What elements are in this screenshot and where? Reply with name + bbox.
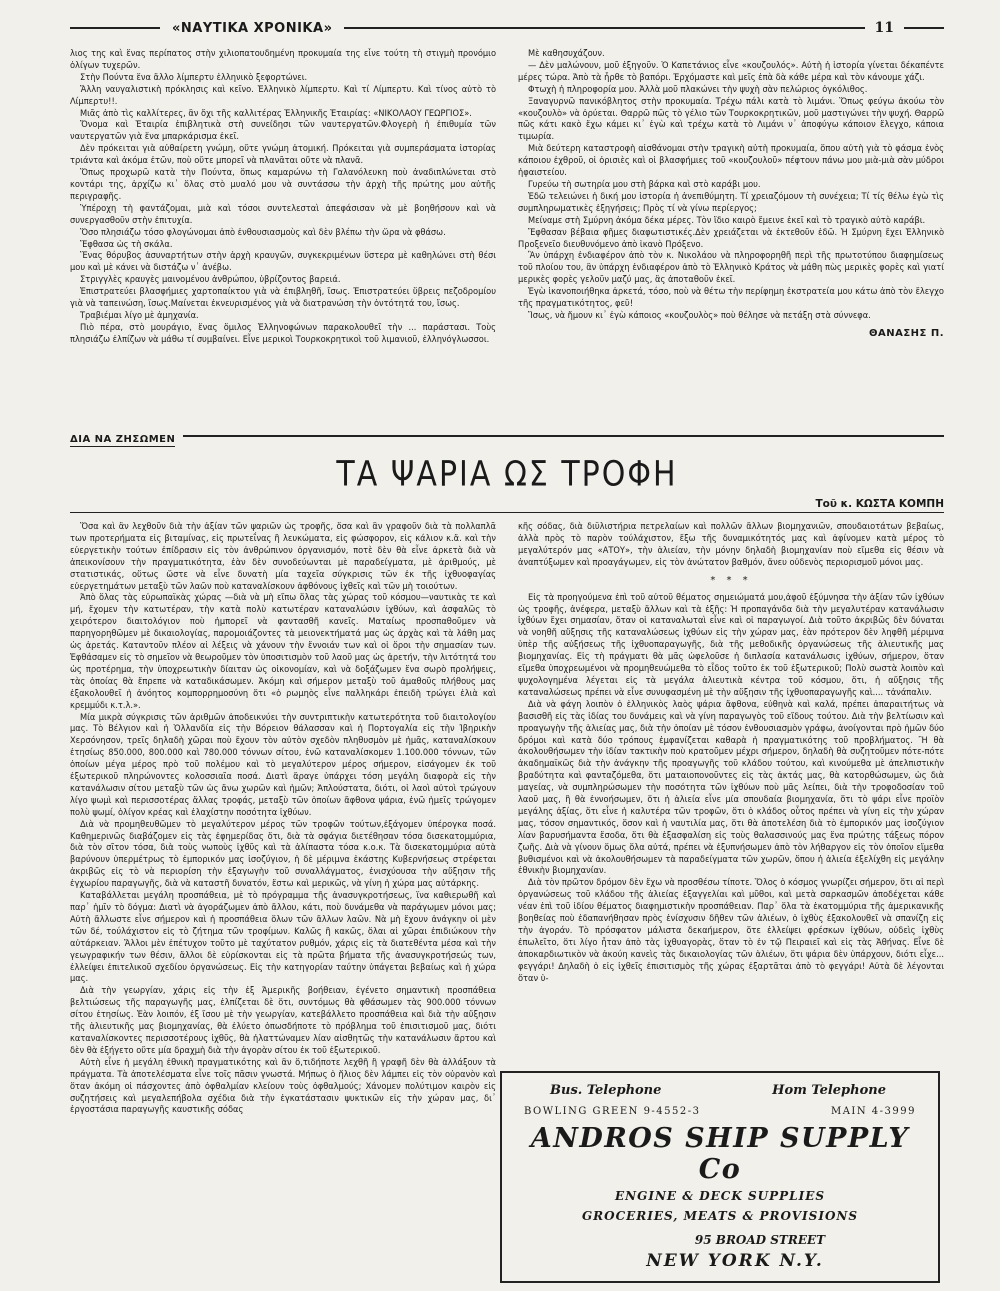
running-header [70, 14, 944, 42]
ad-home-phone: MAIN 4-3999 [830, 1106, 916, 1117]
advertisement-box [500, 1071, 940, 1283]
ad-provisions-line: GROCERIES, MEATS & PROVISIONS [581, 1209, 859, 1223]
section-label: ΔΙΑ ΝΑ ΖΗΣΩΜΕΝ [70, 434, 176, 445]
paragraph: Ἐπιστρατεύει βλασφήμιες χαρτοπαίκτου γιὰ νὰ ἐπιβληθῆ, ἴσως. Ἐπιστρατεύει ὕβρεις πεζοδρομίου γιὰ νὰ ταπεινώση, ἴσως.Μαίνεται ἐκνευρισμένος γιὰ νὰ διατρανώση τὴν ὀντότητά του, ἴσως. [70, 286, 496, 310]
continued-article [70, 48, 944, 430]
section-separator-stars: * * * [710, 574, 752, 586]
paragraph: Καταβάλλεται μεγάλη προσπάθεια, μὲ τὸ πρόγραμμα τῆς ἀνασυγκροτήσεως, ἵνα καθιερωθῆ καὶ παρ᾽ ἡμῖν τὸ δόγμα: Διατὶ νὰ ἀγοράζωμεν ἀπὸ ἄλλου, κάτι, ποὺ δυνάμεθα νὰ παράγωμεν μόνοι μας; Αὐτὴ ἄλλωστε εἶνε σήμερον καὶ ἡ προσπάθεια ὅλων τῶν ἄλλων λαῶν. Νὰ μὴ ἔχουν ἀνάγκην οἱ μὲν τῶν δέ, τούλάχιστον εἰς τὸ ζήτημα τῶν τροφίμων. Καλῶς ἢ κακῶς, ὅλαι αἱ χῶραι ἐπιδιώκουν τὴν αὐτάρκειαν. Ἄλλοι μὲν ἐπέτυχον τοῦτο μὲ ταχύτατον ρυθμόν, χάρις εἰς τὰ διατεθέντα μέσα καὶ τὴν γεωγραφικήν των θέσιν, ἄλλοι δὲ εὑρίσκονται εἰς τὰ πρῶτα βήματα τῆς ἀνασυγκροτήσεώς των, ἐλλείψει ἐπιτελικοῦ σχεδίου ὀργανώσεως. Εἰς τὴν κατηγορίαν ταύτην ὑπάγεται βεβαίως καὶ ἡ χώρα μας. [70, 890, 496, 985]
paragraph: — Δὲν μαλώνουν, μοῦ ἐξηγοῦν. Ὁ Καπετάνιος εἶνε «κουζουλός». Αὐτὴ ἡ ἱστορία γίνεται δέκαπέντε μέρες τώρα. Ἀπὸ τὰ ἦρθε τὸ βαπόρι. Ἐρχόμαστε καὶ μεῖς ἐπὰ δὰ κάθε μέρα καὶ τὸν κάνουμε χάζι. [518, 59, 944, 83]
paragraph: Διὰ νὰ φάγη λοιπὸν ὁ ἑλληνικὸς λαὸς ψάρια ἄφθονα, εὐθηνὰ καὶ καλά, πρέπει ἀπαραιτήτως νὰ βασισθῆ εἰς τὰς ἰδίας του δυνάμεις καὶ νὰ γίνη παραγωγὸς τοῦ εἴδους τούτου. Διὰ τὴν βελτίωσιν καὶ προαγωγὴν τῆς ἁλιείας μας, διὰ τὴν ὁποίαν μὲ τόσον ἐνθουσιασμὸν γράφω, ἀνοίγονται πρὸ ἡμῶν δύο δρόμοι καὶ κατὰ δύο τρόπους ἐμφανίζεται καθαρὰ ἡ πραγματικότης τοῦ προβλήματος. Ἢ θὰ ἀκολουθήσωμεν τὴν ἰδίαν τακτικὴν ποὺ κρατοῦμεν μέχρι σήμερον, δηλαδὴ θὰ συζητοῦμεν πότε-πότε ἀκαδημαϊκῶς διὰ τὴν ἀνάγκην τῆς προαγωγῆς τοῦ κλάδου τούτου, καὶ κινούμεθα μὲ ἀπελπιστικὴν βραδύτητα καὶ φανταζόμεθα, ὅτι ματαιοπονοῦντες εἰς τὰς ἀκτάς μας, θὰ κατορθώσωμεν, ὡς διὰ μαγείας, νὰ συμπληρώσωμεν τὴν ποσότητα τῶν ἰχθύων ποὺ μᾶς λείπει, διὰ τὴν τροφοδοσίαν τοῦ λαοῦ μας, ἢ θὰ ἐννοήσωμεν, ὅτι ἡ ἁλιεία εἶνε μία σπουδαία βιομηχανία, ὅτι τὸ ψάρι εἶνε προϊὸν μεγάλης ἀξίας, ὅτι εἶνε ἡ καλυτέρα τῶν τροφῶν, ὅτι ὁ κλάδος οὗτος πρέπει νὰ γίνη εἰς τὴν χώραν μας, τόσον σημαντικός, ὅσον καὶ ἡ ναυτιλία μας, ὅτι θὰ ἀποτελέση διὰ τὸ ἐμπορικόν μας ἰσοζύγιον λίαν βαρυσήμαντα ἔσοδα, ὅτι θὰ ἐξασφαλίση εἰς τοὺς θαλασσινούς μας ἕνα πρώτης τάξεως πόρον ζωῆς. Διὰ νὰ γίνουν ὅμως ὅλα αὐτά, πρέπει νὰ ἐξυπνήσωμεν ἀπὸ τὸν λήθαργον εἰς τὸν ὁποῖον εἴμεθα βυθισμένοι καὶ νὰ ἀκολουθήσωμεν τὰ παραδείγματα τῶν χωρῶν, ὅπου ἡ ἁλιεία ἐξελίχθη εἰς μεγάλην ἐθνικὴν βιομηχανίαν. [518, 698, 944, 877]
paragraph: κῆς σόδας, διὰ διϋλιστήρια πετρελαίων καὶ πολλῶν ἄλλων βιομηχανιῶν, σπουδαιοτάτων βεβαίως, ἀλλὰ πρὸς τὸ παρὸν τούλάχιστον, ἔξω τῆς δυναμικότητός μας καὶ ἀφίνομεν κατὰ μέρος τὸ μεγαλύτερόν μας «ΑΤΟΥ», τὴν ἁλιείαν, τὴν μόνην δηλαδὴ βιομηχανίαν ποὺ εἴμεθα εἰς θέσιν νὰ ἀναπτύξωμεν καὶ προαγάγωμεν, εἰς τὸν ἀνώτατον βαθμόν, ἄνευ οὐδενὸς περιορισμοῦ μόνοι μας. [518, 521, 944, 568]
paragraph: Ἐγὼ ἱκανοποιήθηκα ἀρκετά, τόσο, ποὺ νὰ θέτω τὴν περίφημη ἐκστρατεία μου κάτω ἀπὸ τὸν ἔλεγχο τῆς πραγματικότητος, φεῦ! [518, 286, 944, 310]
paragraph: Διὰ τὸν πρῶτον δρόμον δὲν ἔχω νὰ προσθέσω τίποτε. Ὅλος ὁ κόσμος γνωρίζει σήμερον, ὅτι αἱ περὶ ὀργανώσεως τοῦ κλάδου τῆς ἁλιείας ἐξαγγελίαι καὶ μῦθοι, καὶ μετὰ σαρκασμῶν ἀποδέχεται κάθε νέαν ἐπὶ τοῦ ἰδίου θέματος διαφημιστικὴν προσπάθειαν. Παρ᾽ ὅλα τὰ ἑκατομμύρια τῆς ἀμερικανικῆς βοηθείας ποὺ ἐδαπανήθησαν πρὸς ἐνίσχυσιν δῆθεν τῶν ἁλιέων, ὁ ἰχθὺς ἐξακολουθεῖ νὰ σπανίζη εἰς τὴν ἀγοράν. Τὸ πρόσφατον μάλιστα δεκαήμερον, ὅτε ἐλλείψει φρέσκων ἰχθύων, οὐδεὶς ἰχθὺς ἐπωλεῖτο, ὅτι λίγο ἦταν ἀπὸ τὰς ἰχθυαγορὰς, ὅταν τὸ ἐν τῷ Πειραιεῖ καὶ εἰς τὰς Ἀθήνας. Εἶνε δὲ ἀποκαρδιωτικὸν νὰ ἀκούη κανεὶς τὰς δικαιολογίας τῶν ἁλιέων, ὅτι ψάρια δὲν ὑπάρχουν, διότι εἶχε... φεγγάρι! Δηλαδὴ ὁ εἰς ἰχθεῖς ἐπισιτισμὸς τῆς χώρας ἐξαρτᾶται ἀπὸ τὸ φεγγάρι! Αὐτὰ δὲ λέγονται ὅταν ὑ- [518, 877, 944, 984]
ad-address: 95 BROAD STREET [694, 1233, 826, 1247]
paragraph: Ἕνας θόρυβος ἀσυναρτήτων στὴν ἀρχὴ κραυγῶν, συγκεκριμένων ὕστερα μὲ καθηλώνει στὴ θέσι μου καὶ μὲ κάνει νὰ διστάζω ν᾽ ἀνέβω. [70, 250, 496, 274]
paragraph: Φτωχὴ ἡ πληροφορία μου. Ἀλλὰ μοῦ πλακώνει τὴν ψυχὴ σὰν πελώριος ὀγκόλιθος. [528, 83, 868, 95]
paragraph: Πιὸ πέρα, στὸ μουράγιο, ἕνας ὅμιλος Ἑλληνοφώνων παρακολουθεῖ τὴν ... παράστασι. Τοὺς πλησιάζω ἐλπίζων νὰ μάθω τί συμβαίνει. Εἶνε μερικοὶ Τουρκοκρητικοὶ τοῦ λιμανιοῦ, ἑλληνόγλωσσοι. [70, 321, 496, 345]
paragraph: Μιᾶς ἀπὸ τὶς καλλίτερες, ἂν ὄχι τῆς καλλιτέρας Ἑλληνικῆς Ἑταιρίας: «ΝΙΚΟΛΑΟΥ ΓΕΩΡΓΙΟΣ». [80, 107, 472, 119]
paragraph: Μείναμε στὴ Σμύρνη ἀκόμα δέκα μέρες. Τὸν ἴδιο καιρὸ ἔμεινε ἐκεῖ καὶ τὸ τραγικὸ αὐτὸ καράβι. [528, 214, 926, 226]
paragraph: Ὅσο πλησιάζω τόσο φλογώνομαι ἀπὸ ἐνθουσιασμοὺς καὶ δὲν βλέπω τὴν ὥρα νὰ φθάσω. [80, 226, 446, 238]
continued-article-left-column [70, 48, 496, 430]
ad-phone-labels [514, 1083, 926, 1098]
main-article-right-text-bottom [518, 592, 944, 985]
paragraph: Ἐδῶ τελειώνει ἡ δική μου ἱστορία ἡ ἀνεπιθύμητη. Τί χρειαζόμουν τὴ συνέχεια; Τί τίς θέλω ἐγὼ τὶς συμπληρωματικὲς ἐξηγήσεις; Πρὸς τί νὰ γίνω περίεργος; [518, 190, 944, 214]
byline-rule [70, 512, 944, 513]
paragraph: Γυρεύω τὴ σωτηρία μου στὴ βάρκα καὶ στὸ καράβι μου. [528, 178, 761, 190]
paragraph: Μία μικρὰ σύγκρισις τῶν ἀριθμῶν ἀποδεικνύει τὴν συντριπτικὴν κατωτερότητα τοῦ διαιτολογίου μας. Τὸ Βέλγιον καὶ ἡ Ὁλλανδία εἰς τὴν Βόρειον θάλασσαν καὶ ἡ Πορτογαλία εἰς τὴν Ἰβηρικὴν Χερσόνησον, τρεῖς δηλαδὴ χῶραι ποὺ ἔχουν τὸν αὐτὸν σχεδὸν πληθυσμὸν μὲ ἡμᾶς, καταναλίσκουν ἐτησίως 850.000, 800.000 καὶ 780.000 τόννων σίτου, ἐνῶ καταναλίσκομεν 1.100.000 τόννων, τῶν ὁποίων μέγα μέρος πρὸ τοῦ πολέμου καὶ τὸ μεγαλύτερον μέρος σήμερον, εἰσάγομεν ἐκ τοῦ ἐξωτερικοῦ πληρώνοντες κολοσσιαῖα ποσά. Διατὶ ἄραγε ὑπάρχει τόση μεγάλη διαφορὰ εἰς τὴν κατανάλωσιν σίτου μεταξὺ τῶν ὡς ἄνω χωρῶν καὶ ἡμῶν; Ἁπλούστατα, διότι, οἱ λαοὶ αὐτοὶ τρώγουν λίγο ψωμὶ καὶ περισσοτέρας ἄλλας τροφάς, μεταξὺ τῶν ὁποίων ἄφθονα ψάρια, ἐνῶ ἡμεῖς τρώγομεν πολὺ ψωμί, ὀλίγον κρέας καὶ ἐλαχίστην ποσότητα ἰχθύων. [70, 711, 496, 818]
paragraph: Ὅπως προχωρῶ κατὰ τὴν Πούντα, ὅπως καμαρώνω τὴ Γαλανόλευκη ποὺ ἀναδιπλώνεται στὸ κοντάρι της, ἀρχίζω κι᾽ ὅλας στὸ μυαλό μου νὰ συντάσσω τὴν ἀρχὴ τῆς πρώτης μου αὐτῆς περιγραφῆς. [70, 167, 496, 202]
ad-bus-phone-label: Bus. Telephone [550, 1083, 662, 1098]
ad-company-name: ANDROS SHIP SUPPLY Co [530, 1123, 910, 1185]
author-signature: ΘΑΝΑΣΗΣ Π. [868, 327, 944, 339]
paragraph: Ὄνομα καὶ Ἑταιρία ἐπιβλητικὰ στὴ συνείδησι τῶν ναυτεργατῶν.Φλογερὴ ἡ ἐπιθυμία τῶν ναυτεργατῶν γιὰ ἕνα μπαρκάρισμα ἐκεῖ. [70, 119, 496, 143]
header-rule-middle [344, 27, 864, 29]
paragraph: Στριγγλὲς κραυγὲς μαινομένου ἀνθρώπου, ὑβρίζοντος βαρειά. [80, 274, 341, 286]
paragraph: Ἄλλη ναυγαλιστικὴ πρόκλησις καὶ κεῖνο. Ἑλληνικὸ λίμπερτυ. Καὶ τί Λίμπερτυ. Καὶ τίνος αὐτὸ τὸ Λίμπερτυ!!. [70, 83, 496, 107]
magazine-name: «ΝΑΥΤΙΚΑ ΧΡΟΝΙΚΑ» [172, 20, 333, 36]
section-rule [183, 435, 944, 437]
paragraph: Ἂν ὑπάρχη ἐνδιαφέρον ἀπὸ τὸν κ. Νικολάου νὰ πληροφορηθῆ περὶ τῆς πρωτοτύπου διαφημίσεως τοῦ πλοίου του, ἂν ὑπάρχη ἐνδιαφέρον ἀπὸ τὸ Ἑλληνικὸ Κράτος νὰ μάθη πὼς μερικὲς φορὲς καὶ γιατί μερικὲς φορὲς γελοῦν μαζύ μας, ἂς ἀποταθοῦν ἐκεῖ. [518, 250, 944, 286]
paragraph: Ὑπέροχη τὴ φαντάζομαι, μιὰ καὶ τόσοι συντελεσταὶ ἀπεφάσισαν νὰ μὲ βοηθήσουν καὶ νὰ συνεργασθοῦν στὴν ἐπιτυχία. [70, 202, 496, 226]
ad-home-phone-label: Hom Telephone [772, 1083, 886, 1098]
ad-phone-numbers [514, 1106, 926, 1117]
paragraph: Διὰ νὰ προμηθευθῶμεν τὸ μεγαλύτερον μέρος τῶν τροφῶν τούτων,ἐξάγομεν ὑπέρογκα ποσά. Καθημερινῶς διαβάζομεν εἰς τὰς ἐφημερίδας ὅτι, διὰ τὰ σφάγια διετέθησαν τόσα δισεκατομμύρια, διὰ τὸν σῖτον τόσα, διὰ τοὺς νωποὺς ἰχθῦς καὶ τὰ ἁλίπαστα τόσα κ.ο.κ. Τὰ δισεκατομμύρια αὐτὰ βαρύνουν ὑπερμέτρως τὸ ἐμπορικόν μας ἰσοζύγιον, ἡ δὲ μέριμνα ἑκάστης Κυβερνήσεως στρέφεται ἀκριβῶς εἰς τὸ νὰ περιορίση τὴν ἐξαγωγὴν τοῦ συναλλάγματος, ἐνισχύουσα τὴν αὔξησιν τῆς ἐγχωρίου παραγωγῆς, διὰ νὰ καταστῆ δυνατόν, ἔστω καὶ μερικῶς, νὰ γίνη ἡ χώρα μας αὐτάρκης. [70, 818, 496, 890]
paragraph: Ξαναγυρνῶ πανικόβλητος στὴν προκυμαία. Τρέχω πάλι κατὰ τὸ λιμάνι. Ὅπως φεύγω ἀκούω τὸν «κουζουλὸ» νὰ ὀρύεται. Θαρρῶ πῶς τὸ γέλιο τῶν Τουρκοκρητικῶν, μοῦ μαστιγώνει τὴν ψυχή. Θαρρῶ πῶς κάτι κακὸ ἔχω κάμει κι᾽ ἐγὼ καὶ τρέχω κατὰ τὸ Λιμάνι ν᾽ ἀποφύγω κάποιον ἔλεγχο, κάποια τιμωρία. [518, 95, 944, 143]
paragraph: λιος της καὶ ἕνας περίπατος στὴν χιλιοπατουδημένη προκυμαία της εἶνε τούτη τὴ στιγμὴ προνόμιο ὀλίγων τυχερῶν. [70, 48, 496, 71]
ad-supplies-line: ENGINE & DECK SUPPLIES [614, 1189, 826, 1203]
paragraph: Τραβιέμαι λίγο μὲ ἀμηχανία. [80, 309, 199, 321]
paragraph: Μιὰ δεύτερη καταστροφὴ αἰσθάνομαι στὴν τραγικὴ αὐτὴ προκυμαία, ὅπου αὐτὴ γιὰ τὸ φάσμα ἑνὸς κάποιου ἐχθροῦ, οἱ ὀρισιὲς καὶ οἱ βλασφήμιες τοῦ «κουζουλοῦ» πέφτουν πάνω μου μιὰ-μιὰ σὰν μύδροι ἡφαιστείου. [518, 143, 944, 179]
paragraph: Εἰς τὰ προηγούμενα ἐπὶ τοῦ αὐτοῦ θέματος σημειώματά μου,ἀφοῦ ἐξύμνησα τὴν ἀξίαν τῶν ἰχθύων ὡς τροφῆς, ἀνέφερα, μεταξὺ ἄλλων καὶ τὰ ἑξῆς: Ἡ προπαγάνδα διὰ τὴν μεγαλυτέραν κατανάλωσιν ἰχθύων ἔχει σημασίαν, ὅταν οἱ καταναλωταὶ εἶνε καὶ οἱ παραγωγοί. Διὰ τοῦτο ἀκριβῶς δὲν δύναται νὰ νοηθῆ αὔξησις τῆς καταναλώσεως ἰχθύων εἰς τὴν χώραν μας, ἐὰν πρότερον δὲν ληφθῆ μέριμνα ὑπὲρ τῆς αὐξήσεως τῆς ἰχθυοπαραγωγῆς, διὰ τῆς μεθοδικῆς ὀργανώσεως τῆς ἁλιευτικῆς μας βιομηχανίας. Εἰς τὴ πράγματι θὰ μᾶς ὠφελοῦσε ἡ διπλασία κατανάλωσις ἰχθύων, σήμερον, ὅταν εἴμεθα ὑποχρεωμένοι νὰ προμηθευώμεθα τὸ εἶδος τοῦτο ἐκ τοῦ ἐξωτερικοῦ; Πολὺ σωστὰ λοιπὸν καὶ ψυχολογημένα λέγεται εἰς τὰ μεγάλα ἁλιευτικὰ κέντρα τοῦ κόσμου, ὅτι, ἡ αὔξησις τῆς καταναλώσεως πρέπει νὰ εἶνε συνυφασμένη μὲ τὴν αὔξησιν τῆς ἰχθυοπαραγωγῆς καὶ.... τἀνάπαλιν. [518, 591, 944, 698]
continued-article-right-column [518, 48, 944, 430]
section-heading [70, 434, 944, 447]
paragraph: Ὅσα καὶ ἂν λεχθοῦν διὰ τὴν ἀξίαν τῶν ψαριῶν ὡς τροφῆς, ὅσα καὶ ἂν γραφοῦν διὰ τὰ πολλαπλᾶ των προτερήματα εἰς βιταμίνας, εἰς πρωτεΐνας ἢ λευκώματα, εἰς φώσφορον, εἰς κάλιον κ.ἄ. καὶ τὴν εὐεργετικὴν τούτων ἐπίδρασιν εἰς τὸν ἀνθρώπινον ὀργανισμόν, ποτὲ δὲν θὰ εἶνε ἀρκετὰ διὰ νὰ ἀπεικονίσουν τὴν πραγματικότητα, ἐὰν δὲν συνοδεύωνται μὲ παραδείγματα, μὲ ἀριθμούς, μὲ στατιστικάς, οὕτως ὥστε νὰ εἶνε δυνατὴ μία ταχεῖα σύγκρισις τῶν ἐκ τῆς ἰχθυοφαγίας εὐεργετημάτων μεταξὺ τῶν λαῶν ποὺ καταναλίσκουν ἀφθόνους ἰχθεῖς καὶ τῶν μὴ τοιούτων. [70, 521, 496, 592]
article-byline: Τοῦ κ. ΚΩΣΤΑ ΚΟΜΠΗ [815, 498, 944, 510]
article-title: ΤΑ ΨΑΡΙΑ ΩΣ ΤΡΟΦΗ [336, 454, 678, 495]
paragraph: Δὲν πρόκειται γιὰ αὐθαίρετη γνώμη, οὔτε γνώμη ἀτομική. Πρόκειται γιὰ συμπεράσματα ἱστορίας τριάντα καὶ ἀκόμα ἐτῶν, ποὺ οὔτε μπορεῖ νὰ πλανᾶται οὔτε νὰ πλανᾶ. [70, 143, 496, 167]
main-article-left-column [70, 521, 496, 1211]
main-article-right-text-top [518, 521, 944, 569]
ad-bus-phone: BOWLING GREEN 9-4552-3 [524, 1106, 701, 1117]
paragraph: Ἔφθασαν βέβαια φῆμες διαφωτιστικές.Δὲν χρειάζεται νὰ ἐκτεθοῦν ἐδῶ. Ἡ Σμύρνη ἔχει Ἑλληνικὸ Προξενεῖο διευθυνόμενο ἀπὸ ἱκανὸ Πρόξενο. [518, 226, 944, 250]
ad-city: NEW YORK N.Y. [646, 1251, 824, 1271]
page-number: 11 [874, 20, 894, 36]
paragraph: Αὐτὴ εἶνε ἡ μεγάλη ἐθνικὴ πραγματικότης καὶ ἂν ὅ,τιδήποτε λεχθῆ ἢ γραφῆ δὲν θὰ ἀλλάξουν τὰ πράγματα. Τὰ ἀποτελέσματα εἶνε τοῖς πᾶσιν γνωστά. Μήπως ὁ ἥλιος δὲν λάμπει εἰς τὸν οὐρανὸν καὶ ὅταν ἀκόμη οἱ πάσχοντες ἀπὸ ὀφθαλμίαν κλείουν τοὺς ὀφθαλμούς; Χάνομεν πολύτιμον καιρὸν εἰς συζητήσεις καὶ μεγαλεπήβολα σχέδια διὰ τὴν ἐγκατάστασιν ψυκτικῶν εἰς τὴν χώραν μας, δι᾽ ἐργοστάσια παραγωγῆς καυστικῆς σόδας [70, 1056, 496, 1116]
paragraph: Ἀπὸ ὅλας τὰς εὐρωπαϊκὰς χώρας —διὰ νὰ μὴ εἴπω ὅλας τὰς χώρας τοῦ κόσμου—ναυτικὰς τε καὶ μή, ἔχομεν τὴν κατωτέραν, τὴν κατὰ πολὺ κατωτέραν καταναλώσιν ἰχθύων, καὶ ἀσφαλῶς τὸ χειρότερον διαιτολόγιον ποὺ ἠμπορεῖ νὰ φαντασθῆ κανεῖς. Ματαίως προσπαθοῦμεν νὰ παρηγορηθῶμεν μὲ δικαιολογίας, παρομοιάζοντες τὰ μειονεκτήματά μας ὡς ἀρχὰς καὶ τὰ λάθη μας ὡς ἀρετάς. Καταντοῦν πλέον αἱ λέξεις νὰ χάνουν τὴν ἔννοιάν των καὶ οἱ ὅροι τὴν σημασίαν των. Ἐφθάσαμεν εἰς τὸ σημεῖον νὰ θεωροῦμεν τὸν ὑποσιτισμὸν τοῦ λαοῦ μας ὡς ἀρετήν, τὴν λιτότητά του ὡς προτέρημα, τὴν ὑποχρεωτικὴν δίαιταν ὡς οἰκονομίαν, καὶ νὰ δοξάζωμεν ἕνα σωρὸ προλήψεις, τὰς ὁποίας θὰ ἔπρεπε νὰ καταδικάσωμεν. Ἀκόμη καὶ σήμερον μεταξὺ τοῦ ἀμαθοῦς πλήθους μας ἐξακολουθεῖ ἡ ἀνόητος κομπορρημοσύνη ὅτι «ὁ ρωμηὸς εἶνε παλληκάρι ἐπειδὴ τρώγει ἐλιὰ καὶ κρεμμύδι κ.τ.λ.». [70, 592, 496, 711]
paragraph: Διὰ τὴν γεωργίαν, χάρις εἰς τὴν ἐξ Ἀμερικῆς βοήθειαν, ἐγένετο σημαντικὴ προσπάθεια βελτιώσεως τῆς παραγωγῆς μας, ἐλπίζεται δὲ ὅτι, συντόμως θὰ φθάσωμεν τὰς 900.000 τόννων σίτου ἐτησίως. Ἐὰν λοιπόν, ἐξ ἴσου μὲ τὴν γεωργίαν, κατεβάλλετο προσπάθεια καὶ διὰ τὴν αὔξησιν τῆς ἁλιευτικῆς μας βιομηχανίας, θὰ ἐλύετο ὁπωσδήποτε τὸ πρόβλημα τοῦ ἐπισιτισμοῦ μας, διότι καταναλίσκοντες περισσοτέρους ἰχθῦς, θὰ ἠλαττώναμεν λίαν αἰσθητῶς τὴν κατανάλωσιν ἄρτου καὶ δὲν θὰ ἐξήγετο οὔτε μία δραχμὴ διὰ τὴν ἀγορὰν σίτου ἐκ τοῦ ἐξωτερικοῦ. [70, 985, 496, 1056]
continued-article-right-text [518, 48, 944, 322]
header-rule-right [904, 27, 944, 29]
paragraph: Μὲ καθησυχάζουν. [528, 48, 605, 59]
paragraph: Ἔφθασα ὡς τὴ σκάλα. [80, 238, 173, 250]
header-rule-left [70, 27, 160, 29]
paragraph: Στὴν Πούντα ἕνα ἄλλο λίμπερτυ ἑλληνικὸ ξεφορτώνει. [80, 71, 308, 83]
paragraph: Ἴσως, νὰ ἤμουν κι᾽ ἐγὼ κάποιος «κουζουλὸς» ποὺ θέλησε νὰ πετάξη στὰ σύννεφα. [528, 309, 871, 321]
